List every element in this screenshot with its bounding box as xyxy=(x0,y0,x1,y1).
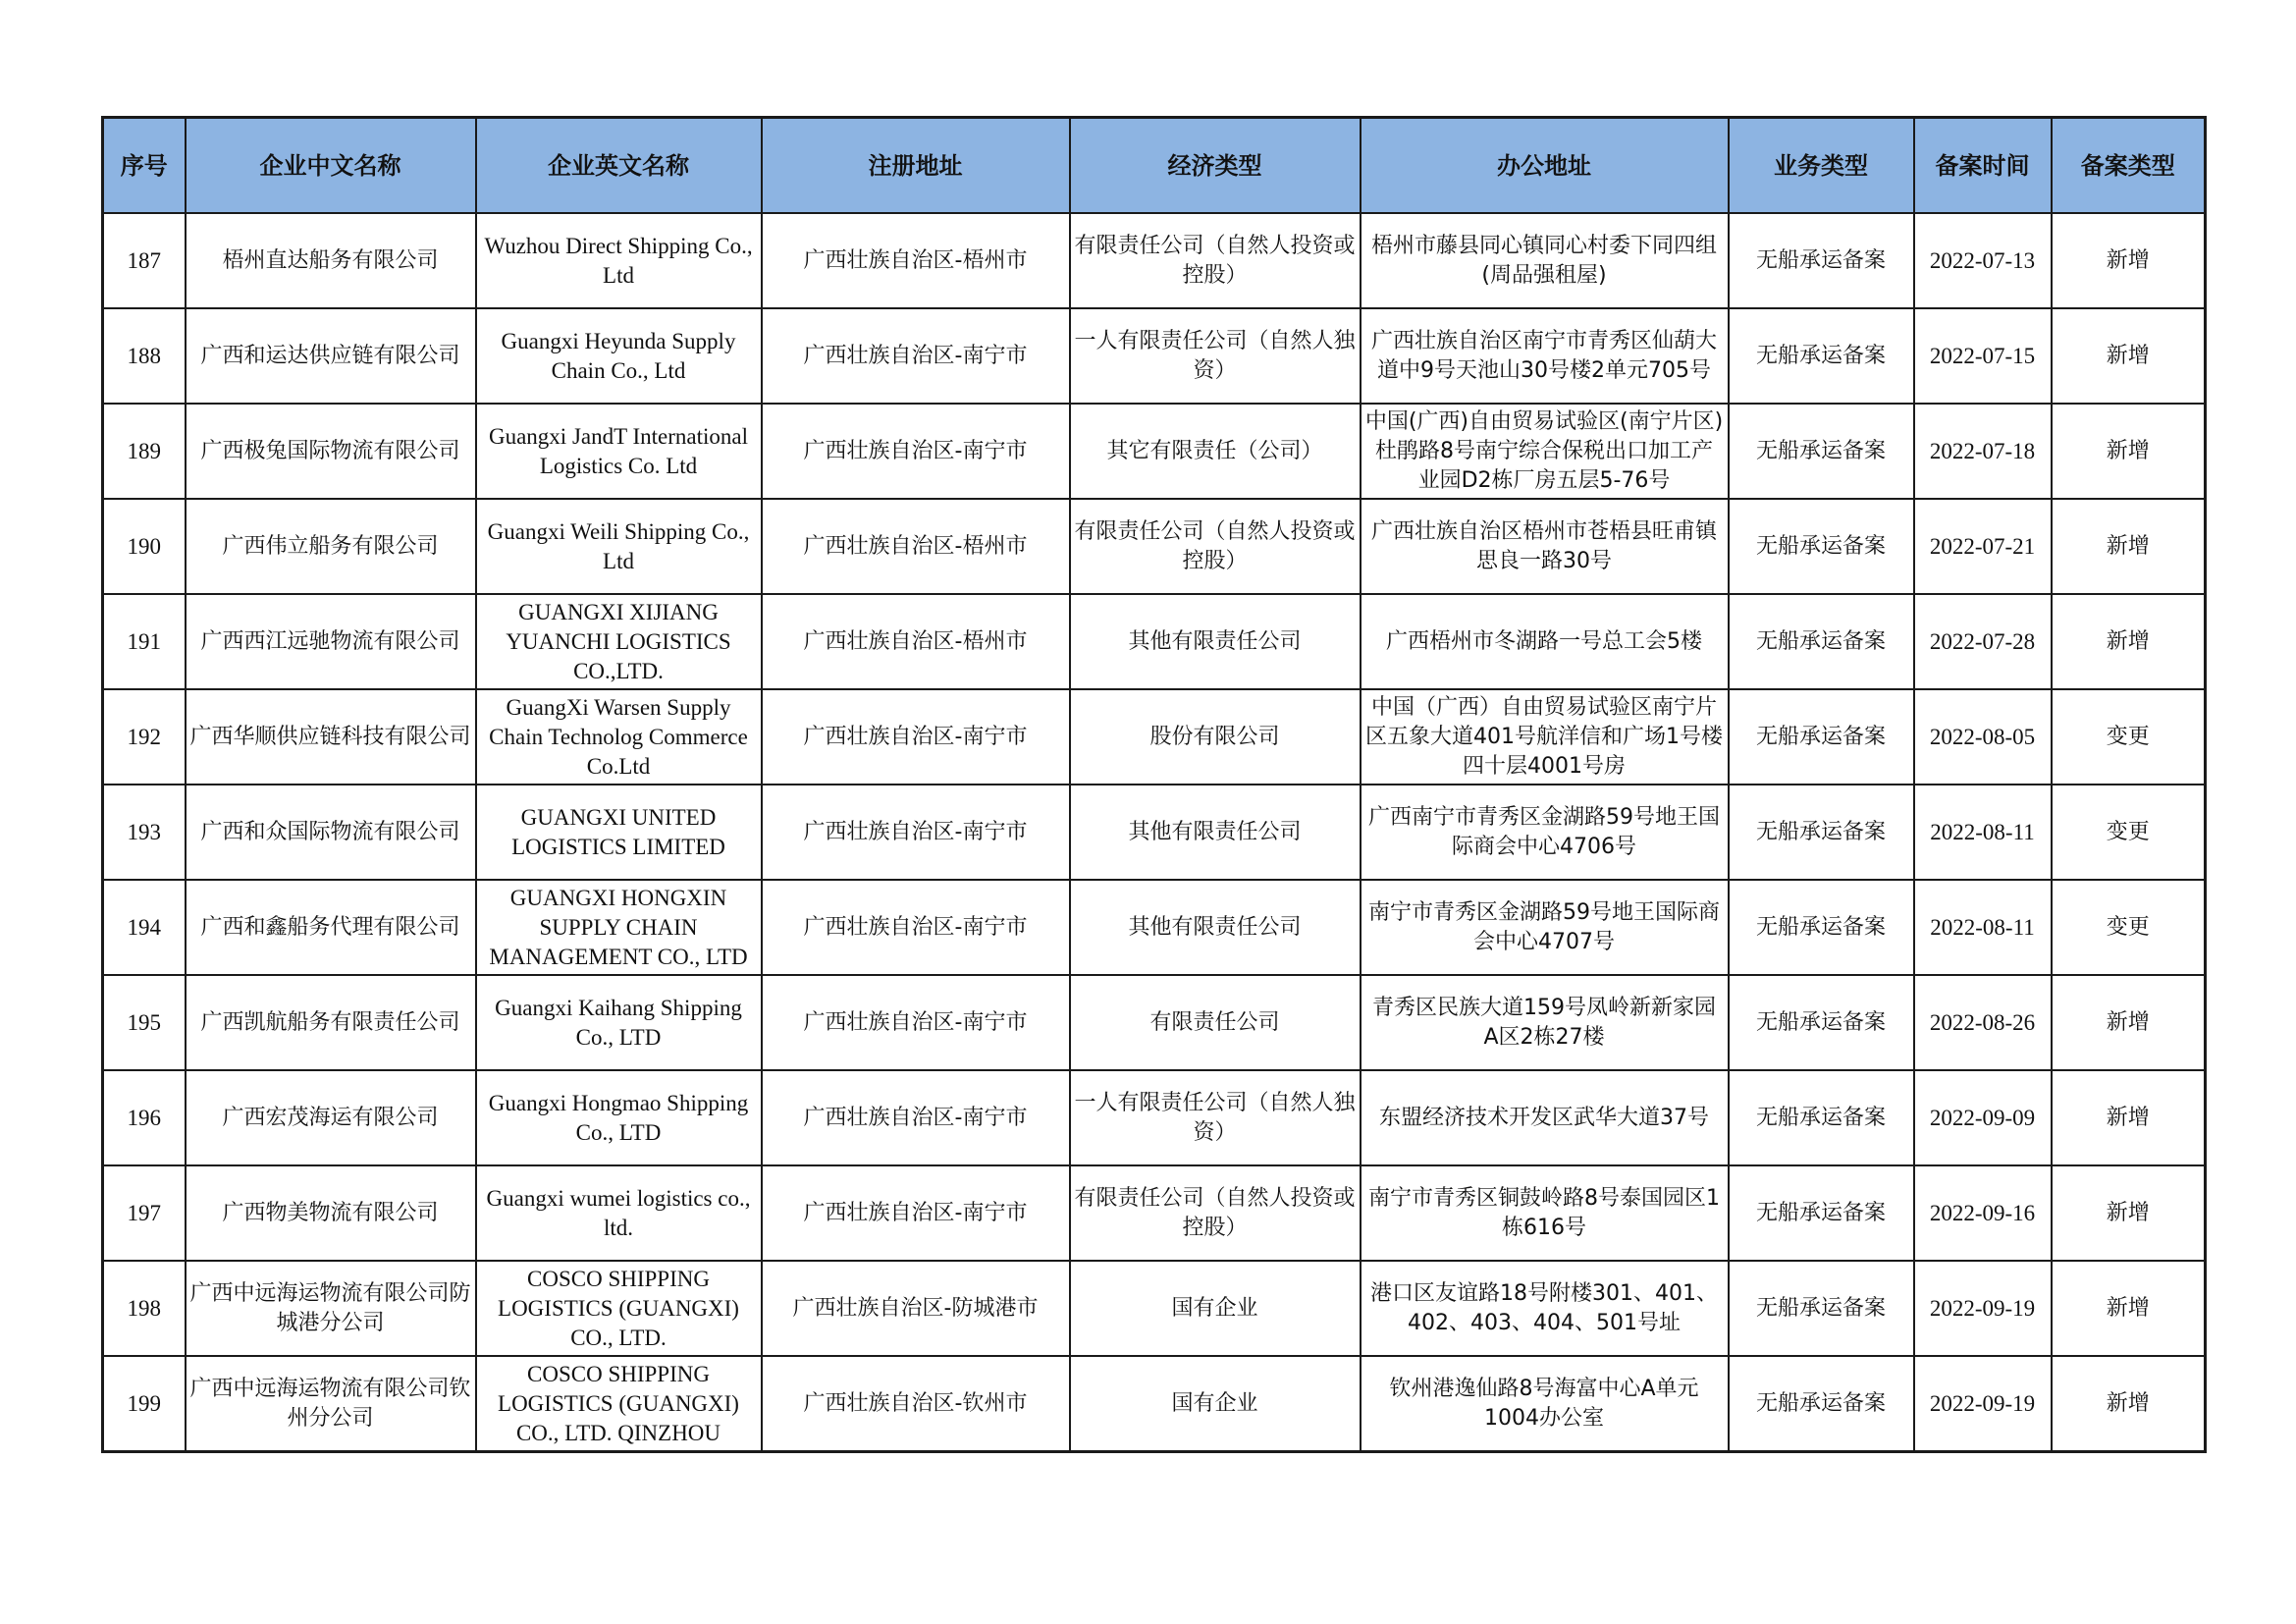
cell-office-address: 广西壮族自治区梧州市苍梧县旺甫镇思良一路30号 xyxy=(1361,499,1729,594)
header-filing-type: 备案类型 xyxy=(2052,118,2206,214)
cell-filing-date: 2022-09-09 xyxy=(1914,1070,2052,1165)
cell-seq: 196 xyxy=(103,1070,186,1165)
cell-filing-type: 新增 xyxy=(2052,594,2206,689)
header-reg-address: 注册地址 xyxy=(762,118,1070,214)
cell-cn-name: 广西物美物流有限公司 xyxy=(186,1165,476,1261)
cell-reg-address: 广西壮族自治区-南宁市 xyxy=(762,404,1070,499)
cell-filing-date: 2022-08-26 xyxy=(1914,975,2052,1070)
cell-filing-date: 2022-08-05 xyxy=(1914,689,2052,785)
cell-en-name: GUANGXI UNITED LOGISTICS LIMITED xyxy=(476,785,762,880)
cell-seq: 193 xyxy=(103,785,186,880)
cell-filing-type: 新增 xyxy=(2052,1165,2206,1261)
cell-seq: 197 xyxy=(103,1165,186,1261)
table-row xyxy=(103,404,2206,499)
cell-reg-address: 广西壮族自治区-南宁市 xyxy=(762,689,1070,785)
cell-business-type: 无船承运备案 xyxy=(1729,1261,1914,1356)
cell-filing-type: 新增 xyxy=(2052,404,2206,499)
cell-seq: 192 xyxy=(103,689,186,785)
table-body xyxy=(103,213,2206,1452)
cell-econ-type: 其他有限责任公司 xyxy=(1070,594,1361,689)
cell-en-name: Guangxi Kaihang Shipping Co., LTD xyxy=(476,975,762,1070)
cell-filing-type: 新增 xyxy=(2052,1261,2206,1356)
cell-filing-type: 变更 xyxy=(2052,689,2206,785)
cell-seq: 187 xyxy=(103,213,186,308)
cell-cn-name: 广西中远海运物流有限公司钦州分公司 xyxy=(186,1356,476,1452)
cell-econ-type: 一人有限责任公司（自然人独资） xyxy=(1070,1070,1361,1165)
cell-econ-type: 国有企业 xyxy=(1070,1356,1361,1452)
cell-business-type: 无船承运备案 xyxy=(1729,404,1914,499)
cell-business-type: 无船承运备案 xyxy=(1729,594,1914,689)
header-econ-type: 经济类型 xyxy=(1070,118,1361,214)
cell-reg-address: 广西壮族自治区-南宁市 xyxy=(762,308,1070,404)
cell-en-name: Wuzhou Direct Shipping Co., Ltd xyxy=(476,213,762,308)
cell-filing-date: 2022-09-19 xyxy=(1914,1261,2052,1356)
cell-filing-date: 2022-07-28 xyxy=(1914,594,2052,689)
cell-seq: 189 xyxy=(103,404,186,499)
cell-en-name: Guangxi Weili Shipping Co., Ltd xyxy=(476,499,762,594)
cell-reg-address: 广西壮族自治区-梧州市 xyxy=(762,499,1070,594)
cell-seq: 195 xyxy=(103,975,186,1070)
cell-en-name: Guangxi JandT International Logistics Co. Ltd xyxy=(476,404,762,499)
cell-office-address: 钦州港逸仙路8号海富中心A单元1004办公室 xyxy=(1361,1356,1729,1452)
cell-filing-date: 2022-07-15 xyxy=(1914,308,2052,404)
table-row xyxy=(103,689,2206,785)
cell-cn-name: 广西伟立船务有限公司 xyxy=(186,499,476,594)
cell-reg-address: 广西壮族自治区-南宁市 xyxy=(762,785,1070,880)
cell-reg-address: 广西壮族自治区-梧州市 xyxy=(762,594,1070,689)
table-row xyxy=(103,1356,2206,1452)
cell-business-type: 无船承运备案 xyxy=(1729,1070,1914,1165)
cell-office-address: 南宁市青秀区金湖路59号地王国际商会中心4707号 xyxy=(1361,880,1729,975)
cell-filing-type: 新增 xyxy=(2052,213,2206,308)
cell-filing-date: 2022-09-19 xyxy=(1914,1356,2052,1452)
table-row xyxy=(103,1165,2206,1261)
cell-econ-type: 其他有限责任公司 xyxy=(1070,880,1361,975)
header-seq: 序号 xyxy=(103,118,186,214)
cell-reg-address: 广西壮族自治区-南宁市 xyxy=(762,880,1070,975)
table-row xyxy=(103,1070,2206,1165)
cell-office-address: 港口区友谊路18号附楼301、401、402、403、404、501号址 xyxy=(1361,1261,1729,1356)
table-row xyxy=(103,499,2206,594)
cell-office-address: 广西梧州市冬湖路一号总工会5楼 xyxy=(1361,594,1729,689)
cell-seq: 198 xyxy=(103,1261,186,1356)
cell-filing-type: 新增 xyxy=(2052,975,2206,1070)
header-row xyxy=(103,118,2206,214)
registry-sheet xyxy=(101,116,2204,1453)
cell-filing-date: 2022-08-11 xyxy=(1914,785,2052,880)
table-row xyxy=(103,594,2206,689)
cell-econ-type: 有限责任公司 xyxy=(1070,975,1361,1070)
cell-filing-type: 新增 xyxy=(2052,1356,2206,1452)
header-business-type: 业务类型 xyxy=(1729,118,1914,214)
table-row xyxy=(103,308,2206,404)
table-row xyxy=(103,880,2206,975)
cell-business-type: 无船承运备案 xyxy=(1729,975,1914,1070)
cell-filing-type: 新增 xyxy=(2052,499,2206,594)
cell-cn-name: 广西和鑫船务代理有限公司 xyxy=(186,880,476,975)
cell-office-address: 广西南宁市青秀区金湖路59号地王国际商会中心4706号 xyxy=(1361,785,1729,880)
header-cn-name: 企业中文名称 xyxy=(186,118,476,214)
table-row xyxy=(103,975,2206,1070)
cell-cn-name: 广西宏茂海运有限公司 xyxy=(186,1070,476,1165)
cell-en-name: GuangXi Warsen Supply Chain Technolog Commerce Co.Ltd xyxy=(476,689,762,785)
cell-econ-type: 其它有限责任（公司） xyxy=(1070,404,1361,499)
header-office-address: 办公地址 xyxy=(1361,118,1729,214)
cell-reg-address: 广西壮族自治区-防城港市 xyxy=(762,1261,1070,1356)
cell-econ-type: 一人有限责任公司（自然人独资） xyxy=(1070,308,1361,404)
cell-en-name: GUANGXI XIJIANG YUANCHI LOGISTICS CO.,LTD. xyxy=(476,594,762,689)
cell-filing-date: 2022-07-13 xyxy=(1914,213,2052,308)
cell-office-address: 广西壮族自治区南宁市青秀区仙葫大道中9号天池山30号楼2单元705号 xyxy=(1361,308,1729,404)
cell-reg-address: 广西壮族自治区-钦州市 xyxy=(762,1356,1070,1452)
cell-office-address: 南宁市青秀区铜鼓岭路8号泰国园区1栋616号 xyxy=(1361,1165,1729,1261)
cell-cn-name: 广西华顺供应链科技有限公司 xyxy=(186,689,476,785)
cell-business-type: 无船承运备案 xyxy=(1729,1356,1914,1452)
cell-en-name: COSCO SHIPPING LOGISTICS (GUANGXI) CO., LTD. QINZHOU xyxy=(476,1356,762,1452)
cell-business-type: 无船承运备案 xyxy=(1729,785,1914,880)
table-row xyxy=(103,213,2206,308)
cell-filing-date: 2022-09-16 xyxy=(1914,1165,2052,1261)
cell-business-type: 无船承运备案 xyxy=(1729,308,1914,404)
cell-seq: 199 xyxy=(103,1356,186,1452)
cell-econ-type: 有限责任公司（自然人投资或控股） xyxy=(1070,1165,1361,1261)
cell-cn-name: 广西凯航船务有限责任公司 xyxy=(186,975,476,1070)
cell-business-type: 无船承运备案 xyxy=(1729,499,1914,594)
cell-reg-address: 广西壮族自治区-南宁市 xyxy=(762,1165,1070,1261)
cell-econ-type: 有限责任公司（自然人投资或控股） xyxy=(1070,213,1361,308)
cell-en-name: Guangxi wumei logistics co., ltd. xyxy=(476,1165,762,1261)
cell-en-name: Guangxi Heyunda Supply Chain Co., Ltd xyxy=(476,308,762,404)
cell-en-name: Guangxi Hongmao Shipping Co., LTD xyxy=(476,1070,762,1165)
header-filing-date: 备案时间 xyxy=(1914,118,2052,214)
cell-office-address: 中国（广西）自由贸易试验区南宁片区五象大道401号航洋信和广场1号楼四十层4001号房 xyxy=(1361,689,1729,785)
cell-cn-name: 广西和众国际物流有限公司 xyxy=(186,785,476,880)
cell-econ-type: 有限责任公司（自然人投资或控股） xyxy=(1070,499,1361,594)
registry-table xyxy=(101,116,2207,1453)
cell-filing-date: 2022-07-18 xyxy=(1914,404,2052,499)
cell-cn-name: 广西西江远驰物流有限公司 xyxy=(186,594,476,689)
table-header xyxy=(103,118,2206,214)
cell-office-address: 梧州市藤县同心镇同心村委下同四组(周品强租屋) xyxy=(1361,213,1729,308)
cell-business-type: 无船承运备案 xyxy=(1729,689,1914,785)
cell-filing-type: 变更 xyxy=(2052,785,2206,880)
cell-filing-type: 新增 xyxy=(2052,1070,2206,1165)
table-row xyxy=(103,1261,2206,1356)
cell-seq: 194 xyxy=(103,880,186,975)
cell-filing-type: 变更 xyxy=(2052,880,2206,975)
table-row xyxy=(103,785,2206,880)
cell-reg-address: 广西壮族自治区-梧州市 xyxy=(762,213,1070,308)
cell-econ-type: 其他有限责任公司 xyxy=(1070,785,1361,880)
cell-office-address: 中国(广西)自由贸易试验区(南宁片区)杜鹃路8号南宁综合保税出口加工产业园D2栋厂房五层5-76号 xyxy=(1361,404,1729,499)
cell-office-address: 东盟经济技术开发区武华大道37号 xyxy=(1361,1070,1729,1165)
cell-econ-type: 国有企业 xyxy=(1070,1261,1361,1356)
cell-cn-name: 广西中远海运物流有限公司防城港分公司 xyxy=(186,1261,476,1356)
cell-filing-date: 2022-08-11 xyxy=(1914,880,2052,975)
cell-seq: 191 xyxy=(103,594,186,689)
cell-business-type: 无船承运备案 xyxy=(1729,880,1914,975)
cell-reg-address: 广西壮族自治区-南宁市 xyxy=(762,975,1070,1070)
cell-cn-name: 梧州直达船务有限公司 xyxy=(186,213,476,308)
cell-reg-address: 广西壮族自治区-南宁市 xyxy=(762,1070,1070,1165)
cell-filing-date: 2022-07-21 xyxy=(1914,499,2052,594)
cell-seq: 190 xyxy=(103,499,186,594)
cell-cn-name: 广西极兔国际物流有限公司 xyxy=(186,404,476,499)
cell-econ-type: 股份有限公司 xyxy=(1070,689,1361,785)
cell-business-type: 无船承运备案 xyxy=(1729,1165,1914,1261)
cell-filing-type: 新增 xyxy=(2052,308,2206,404)
cell-business-type: 无船承运备案 xyxy=(1729,213,1914,308)
cell-en-name: COSCO SHIPPING LOGISTICS (GUANGXI) CO., LTD. xyxy=(476,1261,762,1356)
cell-seq: 188 xyxy=(103,308,186,404)
header-en-name: 企业英文名称 xyxy=(476,118,762,214)
cell-cn-name: 广西和运达供应链有限公司 xyxy=(186,308,476,404)
cell-office-address: 青秀区民族大道159号凤岭新新家园A区2栋27楼 xyxy=(1361,975,1729,1070)
cell-en-name: GUANGXI HONGXIN SUPPLY CHAIN MANAGEMENT CO., LTD xyxy=(476,880,762,975)
